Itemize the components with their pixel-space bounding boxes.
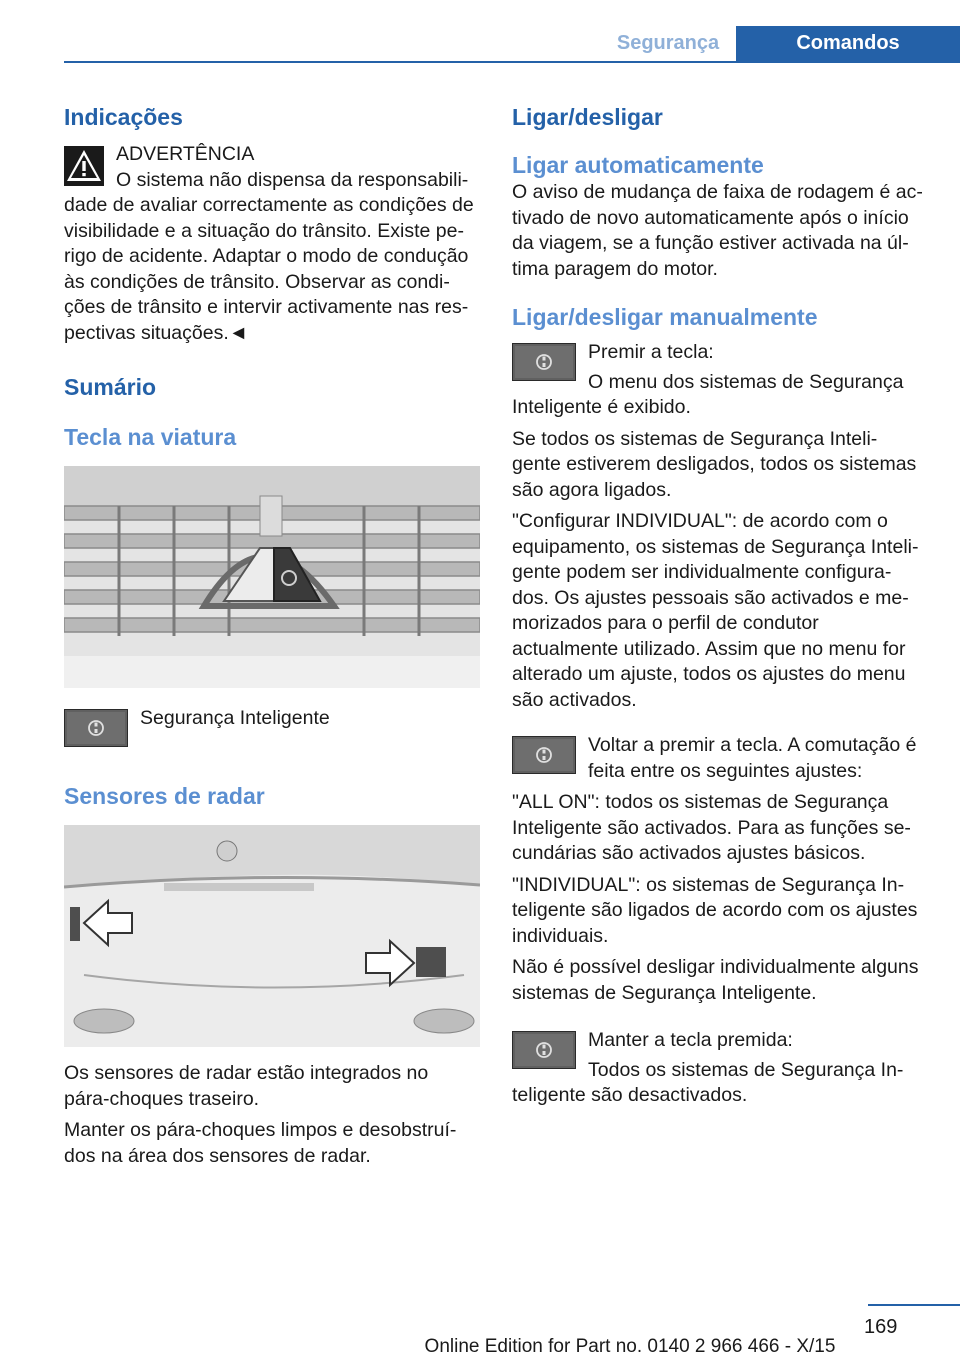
warning-line: às condições de trânsito. Observar as condi- [64,270,450,293]
sensor-text-line: Os sensores de radar estão integrados no [64,1062,429,1084]
left-column [64,102,482,1169]
heading-sumario: Sumário [64,374,157,400]
header-tab-chapter: Comandos [736,26,960,61]
footer-rule [868,1304,960,1306]
press-again-block [512,733,930,784]
heading-ligar-desligar-manualmente: Ligar/desligar manualmente [512,304,818,330]
heading-ligar-desligar: Ligar/desligar [512,104,663,130]
config-line: actualmente utilizado. Assim que no menu for [512,637,906,660]
heading-tecla-na-viatura: Tecla na viatura [64,424,237,450]
not-possible-line: sistemas de Segurança Inteligente. [512,981,817,1004]
menu-shown-line: O menu dos sistemas de Segurança [588,370,904,393]
all-off-line: gente estiverem desligados, todos os sistemas [512,453,917,475]
heading-indicacoes: Indicações [64,104,183,130]
right-column [512,102,930,1109]
all-on-line: cundárias são activados ajustes básicos. [512,842,866,864]
warning-title: ADVERTÊNCIA [116,143,255,165]
key-label: Segurança Inteligente [140,707,330,729]
press-again-line: feita entre os seguintes ajustes: [588,759,863,782]
press-again-line: Voltar a premir a tecla. A comutação é [588,734,917,756]
warning-line: ções de trânsito e intervir activamente nas res- [64,296,469,318]
warning-line: rigo de acidente. Adaptar o modo de condução [64,245,469,267]
hold-key-block [512,1028,930,1109]
config-line: alterado um ajuste, todos os ajustes do menu [512,663,906,685]
config-line: gente podem ser individualmente configura- [512,561,892,583]
all-deactivated-line: teligente são desactivados. [512,1084,748,1106]
all-off-line: são agora ligados. [512,478,672,501]
all-deactivated-line: Todos os sistemas de Segurança In- [588,1058,904,1081]
safety-key-icon [512,1031,576,1069]
key-label-row [64,706,482,751]
all-on-line: Inteligente são activados. Para as funções se- [512,816,911,839]
heading-sensores-de-radar: Sensores de radar [64,783,265,809]
sensor-text-line: Manter os pára-choques limpos e desobstruí- [64,1119,457,1141]
config-line: morizados para o perfil de condutor [512,612,819,634]
vehicle-button-photo [64,466,480,688]
hold-key-text: Manter a tecla premida: [588,1029,793,1051]
not-possible-line: Não é possível desligar individualmente alguns [512,956,919,978]
safety-key-icon [64,709,128,747]
all-on-line: "ALL ON": todos os sistemas de Segurança [512,791,889,813]
heading-ligar-automaticamente: Ligar automaticamente [512,152,764,178]
header-rule [64,61,960,63]
press-key-text: Premir a tecla: [588,341,714,363]
warning-line: visibilidade e a situação do trânsito. Existe pe- [64,219,464,242]
auto-text-line: tima paragem do motor. [512,257,718,280]
safety-key-icon [512,736,576,774]
warning-line: dade de avaliar correctamente as condições de [64,194,474,216]
auto-text-line: O aviso de mudança de faixa de rodagem é ac- [512,181,923,203]
all-off-line: Se todos os sistemas de Segurança Inteli- [512,427,878,450]
page-number: 169 [864,1316,898,1338]
safety-key-icon [512,343,576,381]
config-line: dos. Os ajustes pessoais são activados e me- [512,586,909,609]
warning-line: O sistema não dispensa da responsabili- [116,168,469,191]
warning-line: pectivas situações.◄ [64,321,249,344]
header-tab-section: Segurança [616,32,720,54]
sensor-text-line: pára-choques traseiro. [64,1087,260,1110]
sensor-text-line: dos na área dos sensores de radar. [64,1144,371,1167]
config-line: "Configurar INDIVIDUAL": de acordo com o [512,510,888,532]
radar-sensors-photo [64,825,480,1047]
config-line: são activados. [512,688,637,711]
menu-shown-line: Inteligente é exibido. [512,396,691,418]
individual-line: "INDIVIDUAL": os sistemas de Segurança In- [512,873,905,896]
config-line: equipamento, os sistemas de Segurança Inteli- [512,535,919,558]
press-key-block [512,340,930,421]
warning-triangle-icon [64,146,104,186]
auto-text-line: da viagem, se a função estiver activada na úl- [512,232,909,254]
warning-block [64,142,482,346]
individual-line: individuais. [512,924,609,947]
edition-note: Online Edition for Part no. 0140 2 966 466 - X/15 [424,1336,836,1357]
auto-text-line: tivado de novo automaticamente após o início [512,206,909,229]
individual-line: teligente são ligados de acordo com os ajustes [512,899,918,921]
